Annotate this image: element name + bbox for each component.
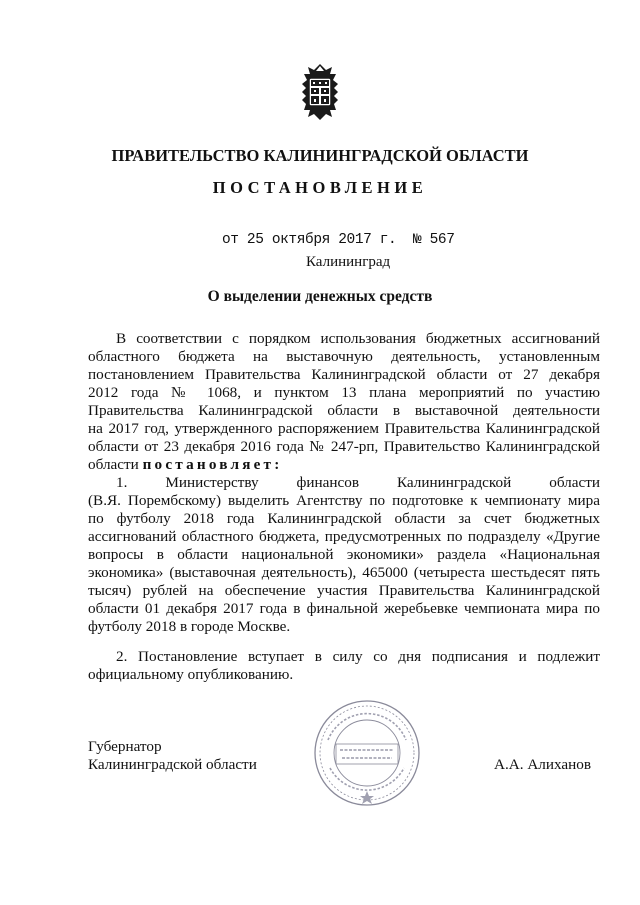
body-line: ассигнований областного бюджета, предусмотренных по подразделу «Другие [88,528,600,545]
city: Калининград [306,254,391,270]
date-prefix: от [222,232,239,248]
body-line: В соответствии с порядком использования бюджетных ассигнований [116,330,600,347]
body-line: областного бюджета на выставочную деятельность, установленным [88,348,600,365]
document-number: 567 [429,232,455,248]
official-seal-stamp [312,698,422,808]
document-date: 25 октября 2017 г. [246,232,397,248]
signatory-title: Губернатор [88,738,162,755]
body-line: экономика» (выставочная деятельность), 465000 (четыреста шестьдесят пять [88,564,600,581]
body-line: тысяч) рублей на обеспечение участия Правительства Калининградской [88,582,600,599]
body-line: официальному опубликованию. [88,666,294,683]
document-type: ПОСТАНОВЛЕНИЕ [212,178,428,197]
body-line: на 2017 год, утвержденного распоряжением Правительства Калининградской [88,420,600,437]
signatory-name: А.А. Алиханов [494,756,592,773]
number-sign: № [412,232,422,248]
date-number-line [222,232,455,248]
body-line [88,456,600,474]
body-line: вопросы в области национальной экономики» раздела «Национальная [88,546,600,563]
organization-title: ПРАВИТЕЛЬСТВО КАЛИНИНГРАДСКОЙ ОБЛАСТИ [111,146,529,165]
body-line: постановлением Правительства Калининградской области от 27 декабря [88,366,600,383]
body-line: по футболу 2018 года Калининградской области за счет бюджетных [88,510,600,527]
resolves-keyword: постановляет: [142,456,283,473]
body-line: футболу 2018 в городе Москве. [88,618,291,635]
body-line: 2012 года № 1068, и пунктом 13 плана мероприятий по участию [88,384,600,401]
body-text: области [88,456,139,473]
signatory-region: Калининградской области [88,756,257,773]
document-subject: О выделении денежных средств [207,288,433,305]
body-line: области от 23 декабря 2016 года № 247-рп, Правительство Калининградской [88,438,600,455]
body-line: 1. Министерству финансов Калининградской области [116,474,600,491]
body-line: Правительства Калининградской области в выставочной деятельности [88,402,600,419]
body-line: 2. Постановление вступает в силу со дня подписания и подлежит [116,648,600,665]
body-line: области 01 декабря 2017 года в финальной жеребьевке чемпионата мира по [88,600,600,617]
coat-of-arms-emblem [296,62,344,122]
body-line: (В.Я. Порембскому) выделить Агентству по подготовке к чемпионату мира [88,492,600,509]
